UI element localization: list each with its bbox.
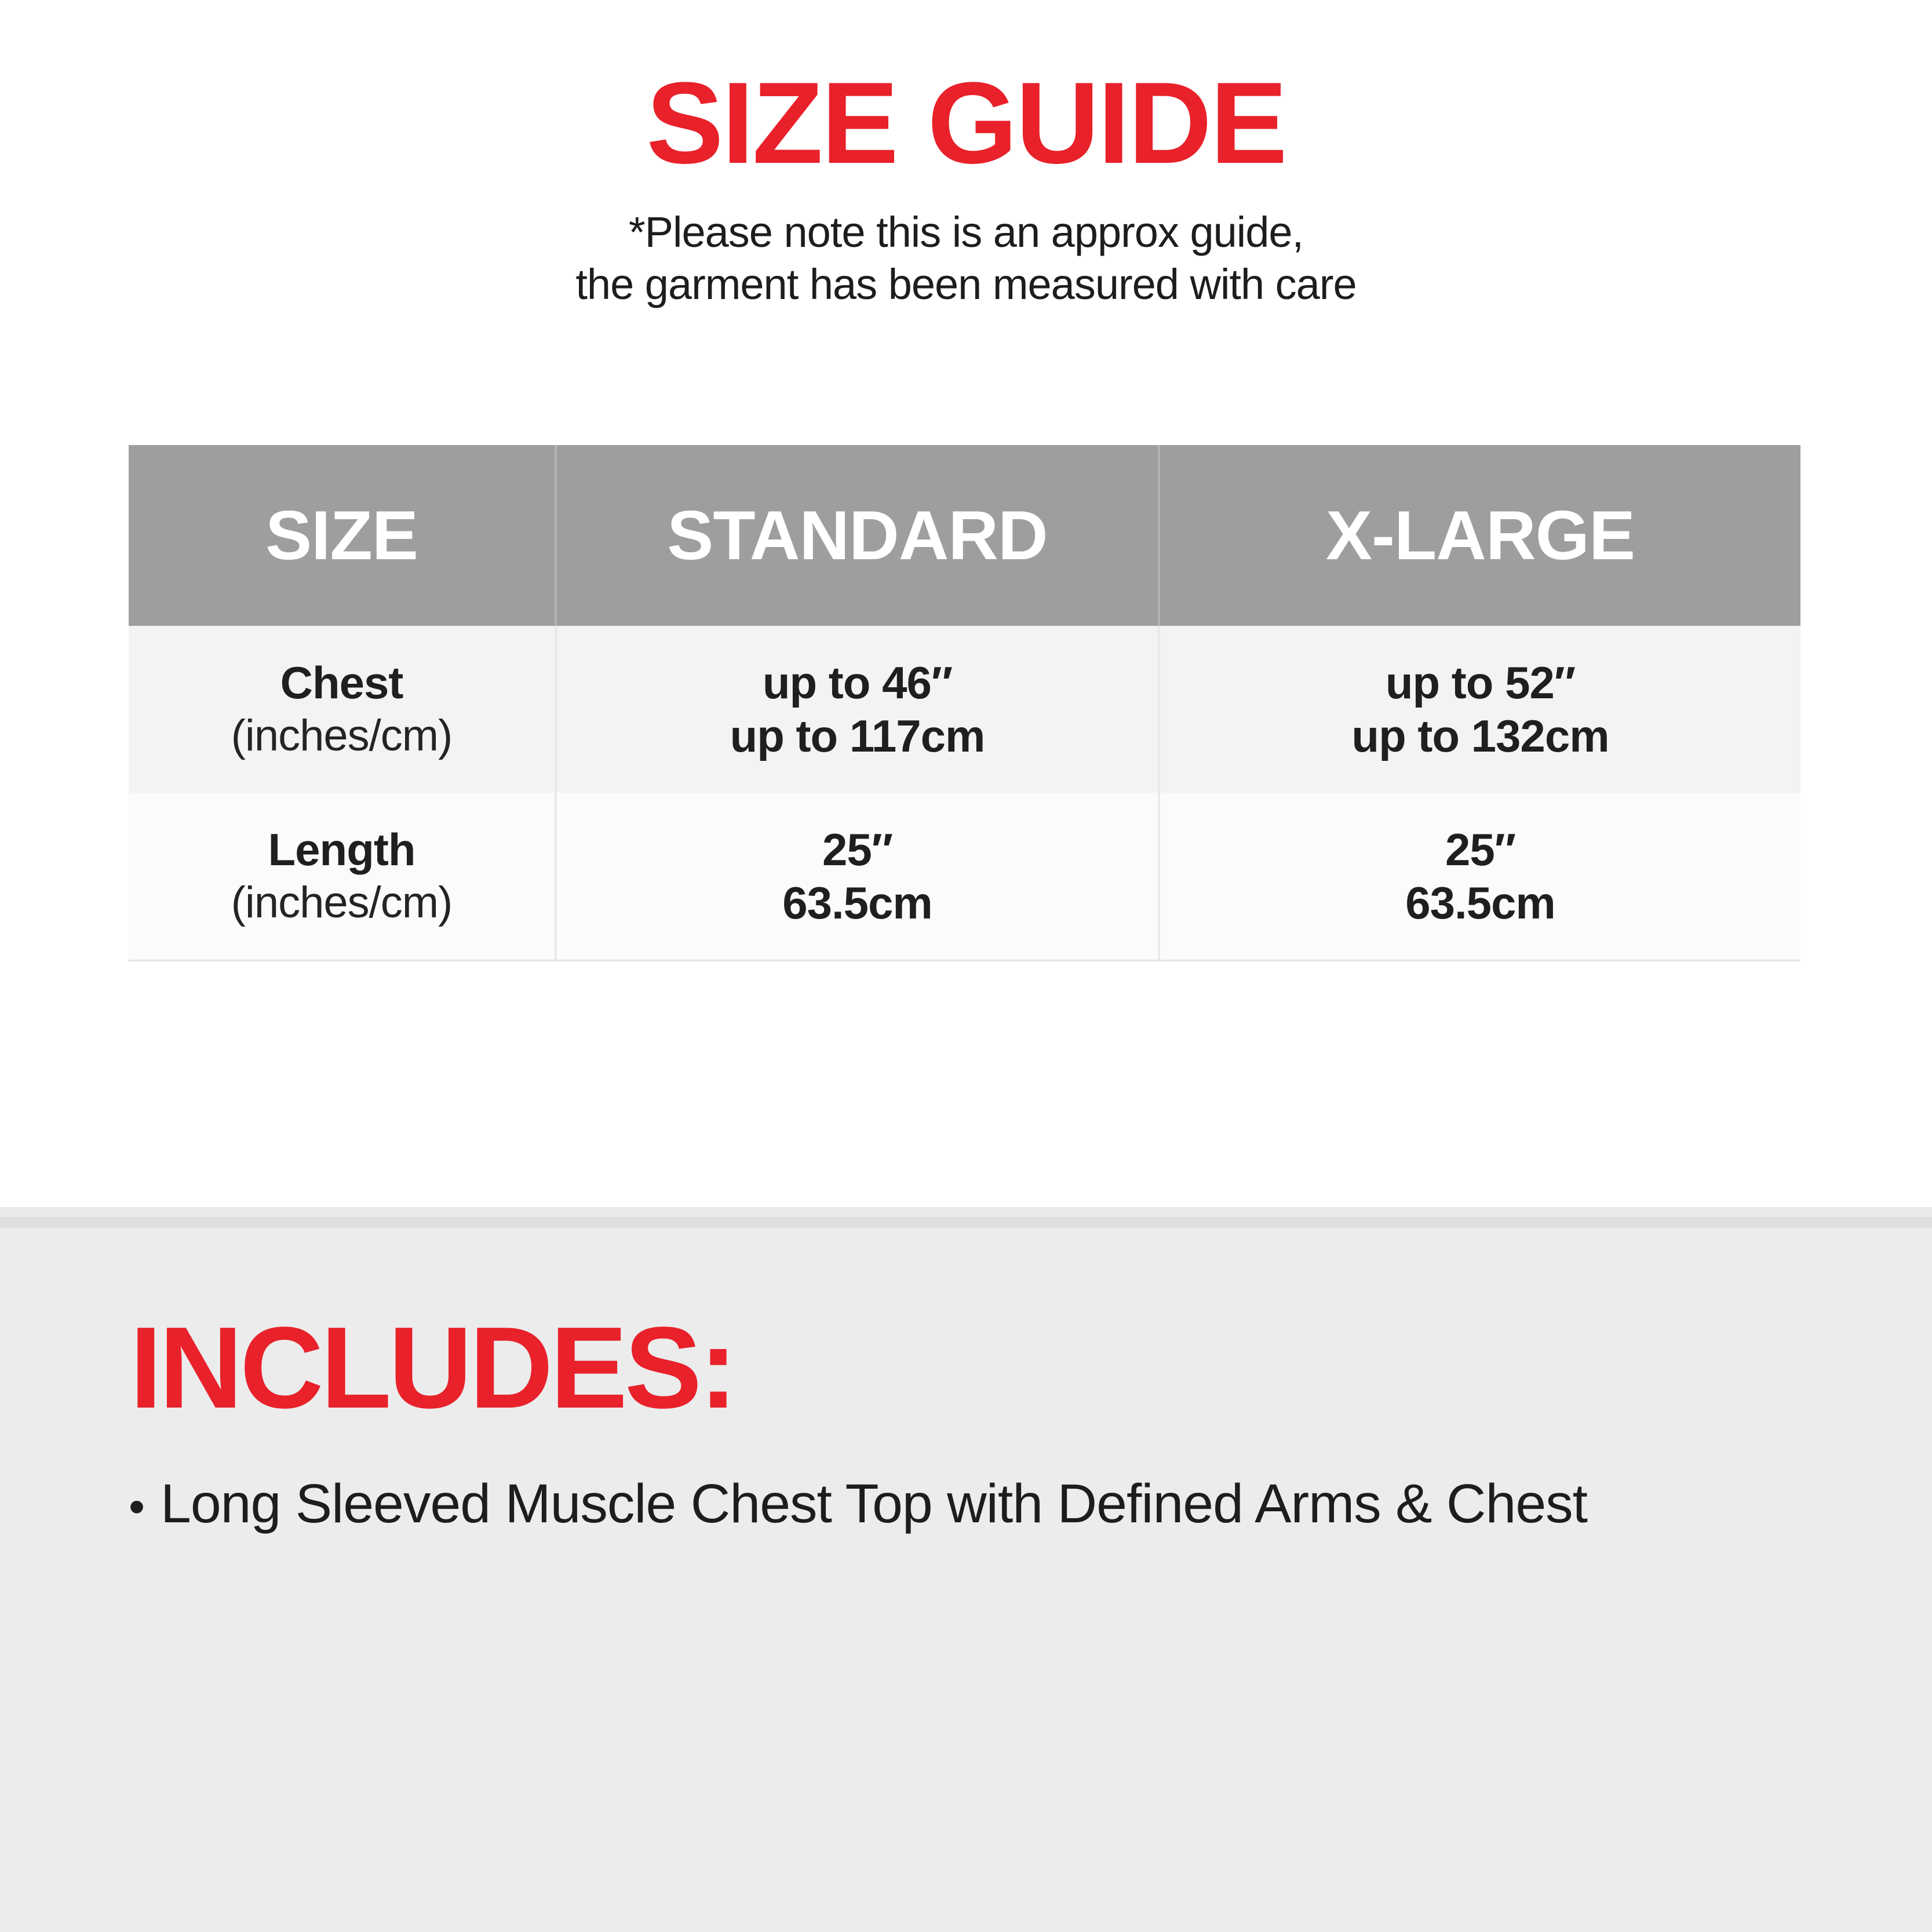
length-label: Length (268, 823, 415, 875)
chest-standard-inches: up to 46″ (762, 657, 953, 708)
length-standard-cell (556, 793, 1159, 960)
size-table-header-row (129, 445, 1800, 626)
includes-item-text: Long Sleeved Muscle Chest Top with Defined Arms & Chest (161, 1473, 1588, 1534)
approx-note-line1: *Please note this is an approx guide, (628, 208, 1304, 256)
chest-label-cell (129, 626, 556, 793)
approx-note-line2: the garment has been measured with care (575, 260, 1357, 308)
header-cell-standard: STANDARD (556, 445, 1159, 626)
length-xlarge-inches: 25″ (1445, 823, 1516, 875)
section-divider-top (0, 1207, 1932, 1217)
chest-unit-label: (inches/cm) (231, 711, 453, 760)
chest-xlarge-cm: up to 132cm (1351, 710, 1609, 761)
length-xlarge-cell (1159, 793, 1800, 960)
includes-heading: INCLUDES: (130, 1303, 735, 1432)
includes-list-item (129, 1472, 1587, 1536)
header-cell-size: SIZE (129, 445, 556, 626)
length-xlarge-cm: 63.5cm (1405, 877, 1555, 928)
length-standard-cm: 63.5cm (782, 877, 932, 928)
table-row-length (129, 793, 1800, 960)
page-title: SIZE GUIDE (646, 59, 1286, 188)
chest-xlarge-inches: up to 52″ (1385, 657, 1576, 708)
length-label-cell (129, 793, 556, 960)
length-unit-label: (inches/cm) (231, 877, 453, 927)
approx-note (0, 206, 1932, 311)
chest-standard-cm: up to 117cm (730, 710, 985, 761)
chest-standard-cell (556, 626, 1159, 793)
table-row-chest (129, 626, 1800, 793)
section-divider-shadow (0, 1217, 1932, 1228)
length-standard-inches: 25″ (822, 823, 893, 875)
size-table (129, 445, 1800, 961)
chest-xlarge-cell (1159, 626, 1800, 793)
includes-section (0, 1207, 1932, 1932)
chest-label: Chest (280, 657, 403, 708)
bullet-point-icon: • (129, 1481, 145, 1532)
header-cell-x-large: X-LARGE (1159, 445, 1800, 626)
